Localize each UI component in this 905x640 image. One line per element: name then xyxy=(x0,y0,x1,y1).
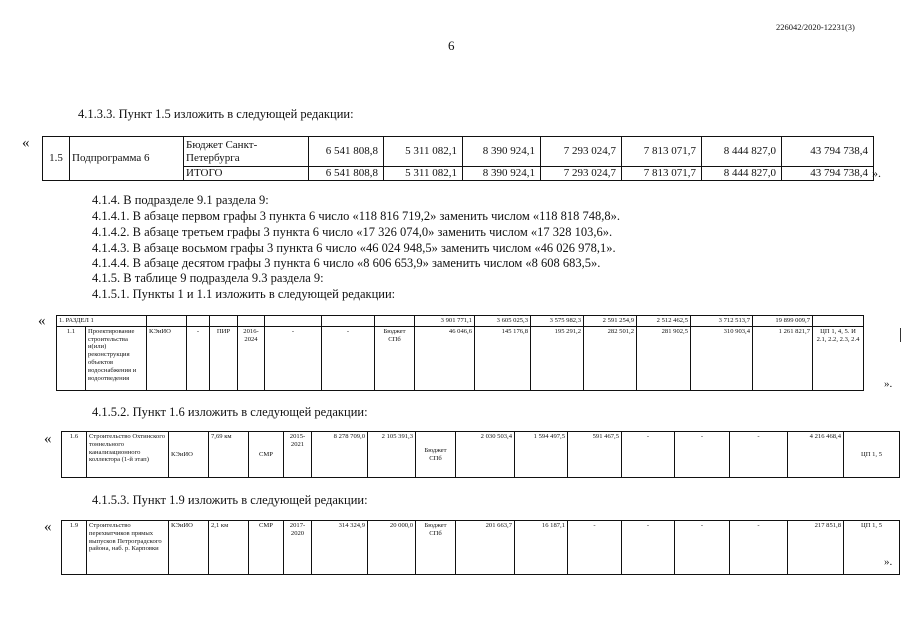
paragraph-4-1-3-3: 4.1.3.3. Пункт 1.5 изложить в следующей редакции: xyxy=(78,107,354,121)
value-cell: 5 311 082,1 xyxy=(384,137,463,167)
value-cell: - xyxy=(622,521,675,575)
value-cell: 7 293 024,7 xyxy=(541,167,622,181)
years: 2015-2021 xyxy=(284,432,312,478)
quote-open: « xyxy=(44,519,52,535)
capacity: - xyxy=(187,326,210,390)
funding-source: Бюджет Санкт-Петербурга xyxy=(184,137,309,167)
margin-mark xyxy=(900,328,901,342)
row-number: 1.6 xyxy=(62,432,87,478)
spent: 20 000,0 xyxy=(368,521,416,575)
organization: КЭиИО xyxy=(169,521,209,575)
value-cell: - xyxy=(675,521,730,575)
value-cell: 43 794 738,4 xyxy=(782,167,874,181)
length: 2,1 км xyxy=(209,521,249,575)
value-cell: - xyxy=(730,521,788,575)
value-cell: 201 663,7 xyxy=(456,521,515,575)
value-cell: 5 311 082,1 xyxy=(384,167,463,181)
page-number: 6 xyxy=(448,38,455,53)
length: 7,69 км xyxy=(209,432,249,478)
value-cell: 8 390 924,1 xyxy=(463,137,541,167)
document-number: 226042/2020-12231(3) xyxy=(776,22,855,32)
table-subprogram-6 xyxy=(42,136,874,181)
value-cell: 1 594 497,5 xyxy=(515,432,568,478)
value-cell: - xyxy=(675,432,730,478)
paragraph-4-1-4-2: 4.1.4.2. В абзаце третьем графы 3 пункта 6 число «17 326 074,0» заменить числом «17 328 103,6». xyxy=(92,225,613,239)
row-number: 1.1 xyxy=(57,326,86,390)
stage: ПИР xyxy=(210,326,238,390)
subprogram-name: Подпрограмма 6 xyxy=(70,137,184,181)
value-cell: 2 591 254,9 xyxy=(584,316,637,327)
quote-open: « xyxy=(22,135,30,151)
value-cell: 46 046,6 xyxy=(415,326,475,390)
value-cell: 7 813 071,7 xyxy=(622,167,702,181)
value-cell: 8 444 827,0 xyxy=(702,137,782,167)
quote-close: ». xyxy=(884,556,893,568)
program-reference: ЦП 1, 4, 5. И 2.1, 2.2, 2.3, 2.4 xyxy=(813,326,864,390)
value-cell: - xyxy=(622,432,675,478)
value-cell: 281 902,5 xyxy=(637,326,691,390)
measure-name: Строительство Охтинского тоннельного канализационного коллектора (1-й этап) xyxy=(87,432,169,478)
value-cell: 3 712 513,7 xyxy=(691,316,753,327)
paragraph-4-1-4-3: 4.1.4.3. В абзаце восьмом графы 3 пункта 6 число «46 024 948,5» заменить числом «46 026 978,1». xyxy=(92,241,616,255)
value-cell: 282 501,2 xyxy=(584,326,637,390)
value-cell: 1 261 821,7 xyxy=(753,326,813,390)
value-cell: 3 901 771,1 xyxy=(415,316,475,327)
table-item-1-6 xyxy=(61,431,900,478)
value-cell: 4 216 468,4 xyxy=(788,432,844,478)
cost: - xyxy=(265,326,322,390)
value-cell: 3 575 982,3 xyxy=(531,316,584,327)
paragraph-4-1-4: 4.1.4. В подразделе 9.1 раздела 9: xyxy=(92,193,269,207)
value-cell: 7 293 024,7 xyxy=(541,137,622,167)
cost: 314 324,9 xyxy=(312,521,368,575)
value-cell: 6 541 808,8 xyxy=(309,167,384,181)
total-label: ИТОГО xyxy=(184,167,309,181)
section-label: 1. РАЗДЕЛ 1 xyxy=(57,316,147,327)
funding-source: Бюджет СПб xyxy=(416,521,456,575)
value-cell: 8 444 827,0 xyxy=(702,167,782,181)
program-reference: ЦП 1, 5 xyxy=(844,432,900,478)
quote-close: ». xyxy=(872,166,881,180)
paragraph-4-1-5-2: 4.1.5.2. Пункт 1.6 изложить в следующей редакции: xyxy=(92,405,368,419)
value-cell: 43 794 738,4 xyxy=(782,137,874,167)
quote-open: « xyxy=(44,431,52,447)
organization: КЭиИО xyxy=(147,326,187,390)
organization: КЭиИО xyxy=(169,432,209,478)
cost: 8 278 709,0 xyxy=(312,432,368,478)
value-cell: 6 541 808,8 xyxy=(309,137,384,167)
quote-close: ». xyxy=(884,378,893,390)
years: 2017-2020 xyxy=(284,521,312,575)
value-cell: 195 291,2 xyxy=(531,326,584,390)
paragraph-4-1-4-4: 4.1.4.4. В абзаце десятом графы 3 пункта 6 число «8 606 653,9» заменить числом «8 608 683,5». xyxy=(92,256,601,270)
value-cell: 16 187,1 xyxy=(515,521,568,575)
value-cell: 2 512 462,5 xyxy=(637,316,691,327)
value-cell: 310 903,4 xyxy=(691,326,753,390)
table-item-1-9 xyxy=(61,520,900,575)
paragraph-4-1-4-1: 4.1.4.1. В абзаце первом графы 3 пункта 6 число «118 816 719,2» заменить числом «118 818 748,8». xyxy=(92,209,620,223)
paragraph-4-1-5-1: 4.1.5.1. Пункты 1 и 1.1 изложить в следующей редакции: xyxy=(92,287,396,301)
value-cell: 8 390 924,1 xyxy=(463,167,541,181)
measure-name: Строительство перехватчиков прямых выпусков Петроградского района, наб. р. Карповки xyxy=(87,521,169,575)
value-cell: 2 030 503,4 xyxy=(456,432,515,478)
row-number: 1.9 xyxy=(62,521,87,575)
funding-source: Бюджет СПб xyxy=(375,326,415,390)
stage: СМР xyxy=(249,521,284,575)
spent: 2 105 391,3 xyxy=(368,432,416,478)
years: 2016-2024 xyxy=(238,326,265,390)
value-cell: - xyxy=(568,521,622,575)
stage: СМР xyxy=(249,432,284,478)
paragraph-4-1-5-3: 4.1.5.3. Пункт 1.9 изложить в следующей редакции: xyxy=(92,493,368,507)
paragraph-4-1-5: 4.1.5. В таблице 9 подраздела 9.3 раздела 9: xyxy=(92,271,324,285)
measure-name: Проектирование строительства и(или) реконструкция объектов водоснабжения и водоотведения xyxy=(86,326,147,390)
value-cell: 3 605 025,3 xyxy=(475,316,531,327)
value-cell: 145 176,8 xyxy=(475,326,531,390)
value-cell: 217 851,8 xyxy=(788,521,844,575)
value-cell: 591 467,5 xyxy=(568,432,622,478)
quote-open: « xyxy=(38,313,46,329)
table-section-1 xyxy=(56,315,864,391)
program-reference: ЦП 1, 5 xyxy=(844,521,900,575)
value-cell: - xyxy=(730,432,788,478)
value-cell: 7 813 071,7 xyxy=(622,137,702,167)
row-number: 1.5 xyxy=(43,137,70,181)
value-cell: 19 899 009,7 xyxy=(753,316,813,327)
spent: - xyxy=(322,326,375,390)
funding-source: Бюджет СПб xyxy=(416,432,456,478)
